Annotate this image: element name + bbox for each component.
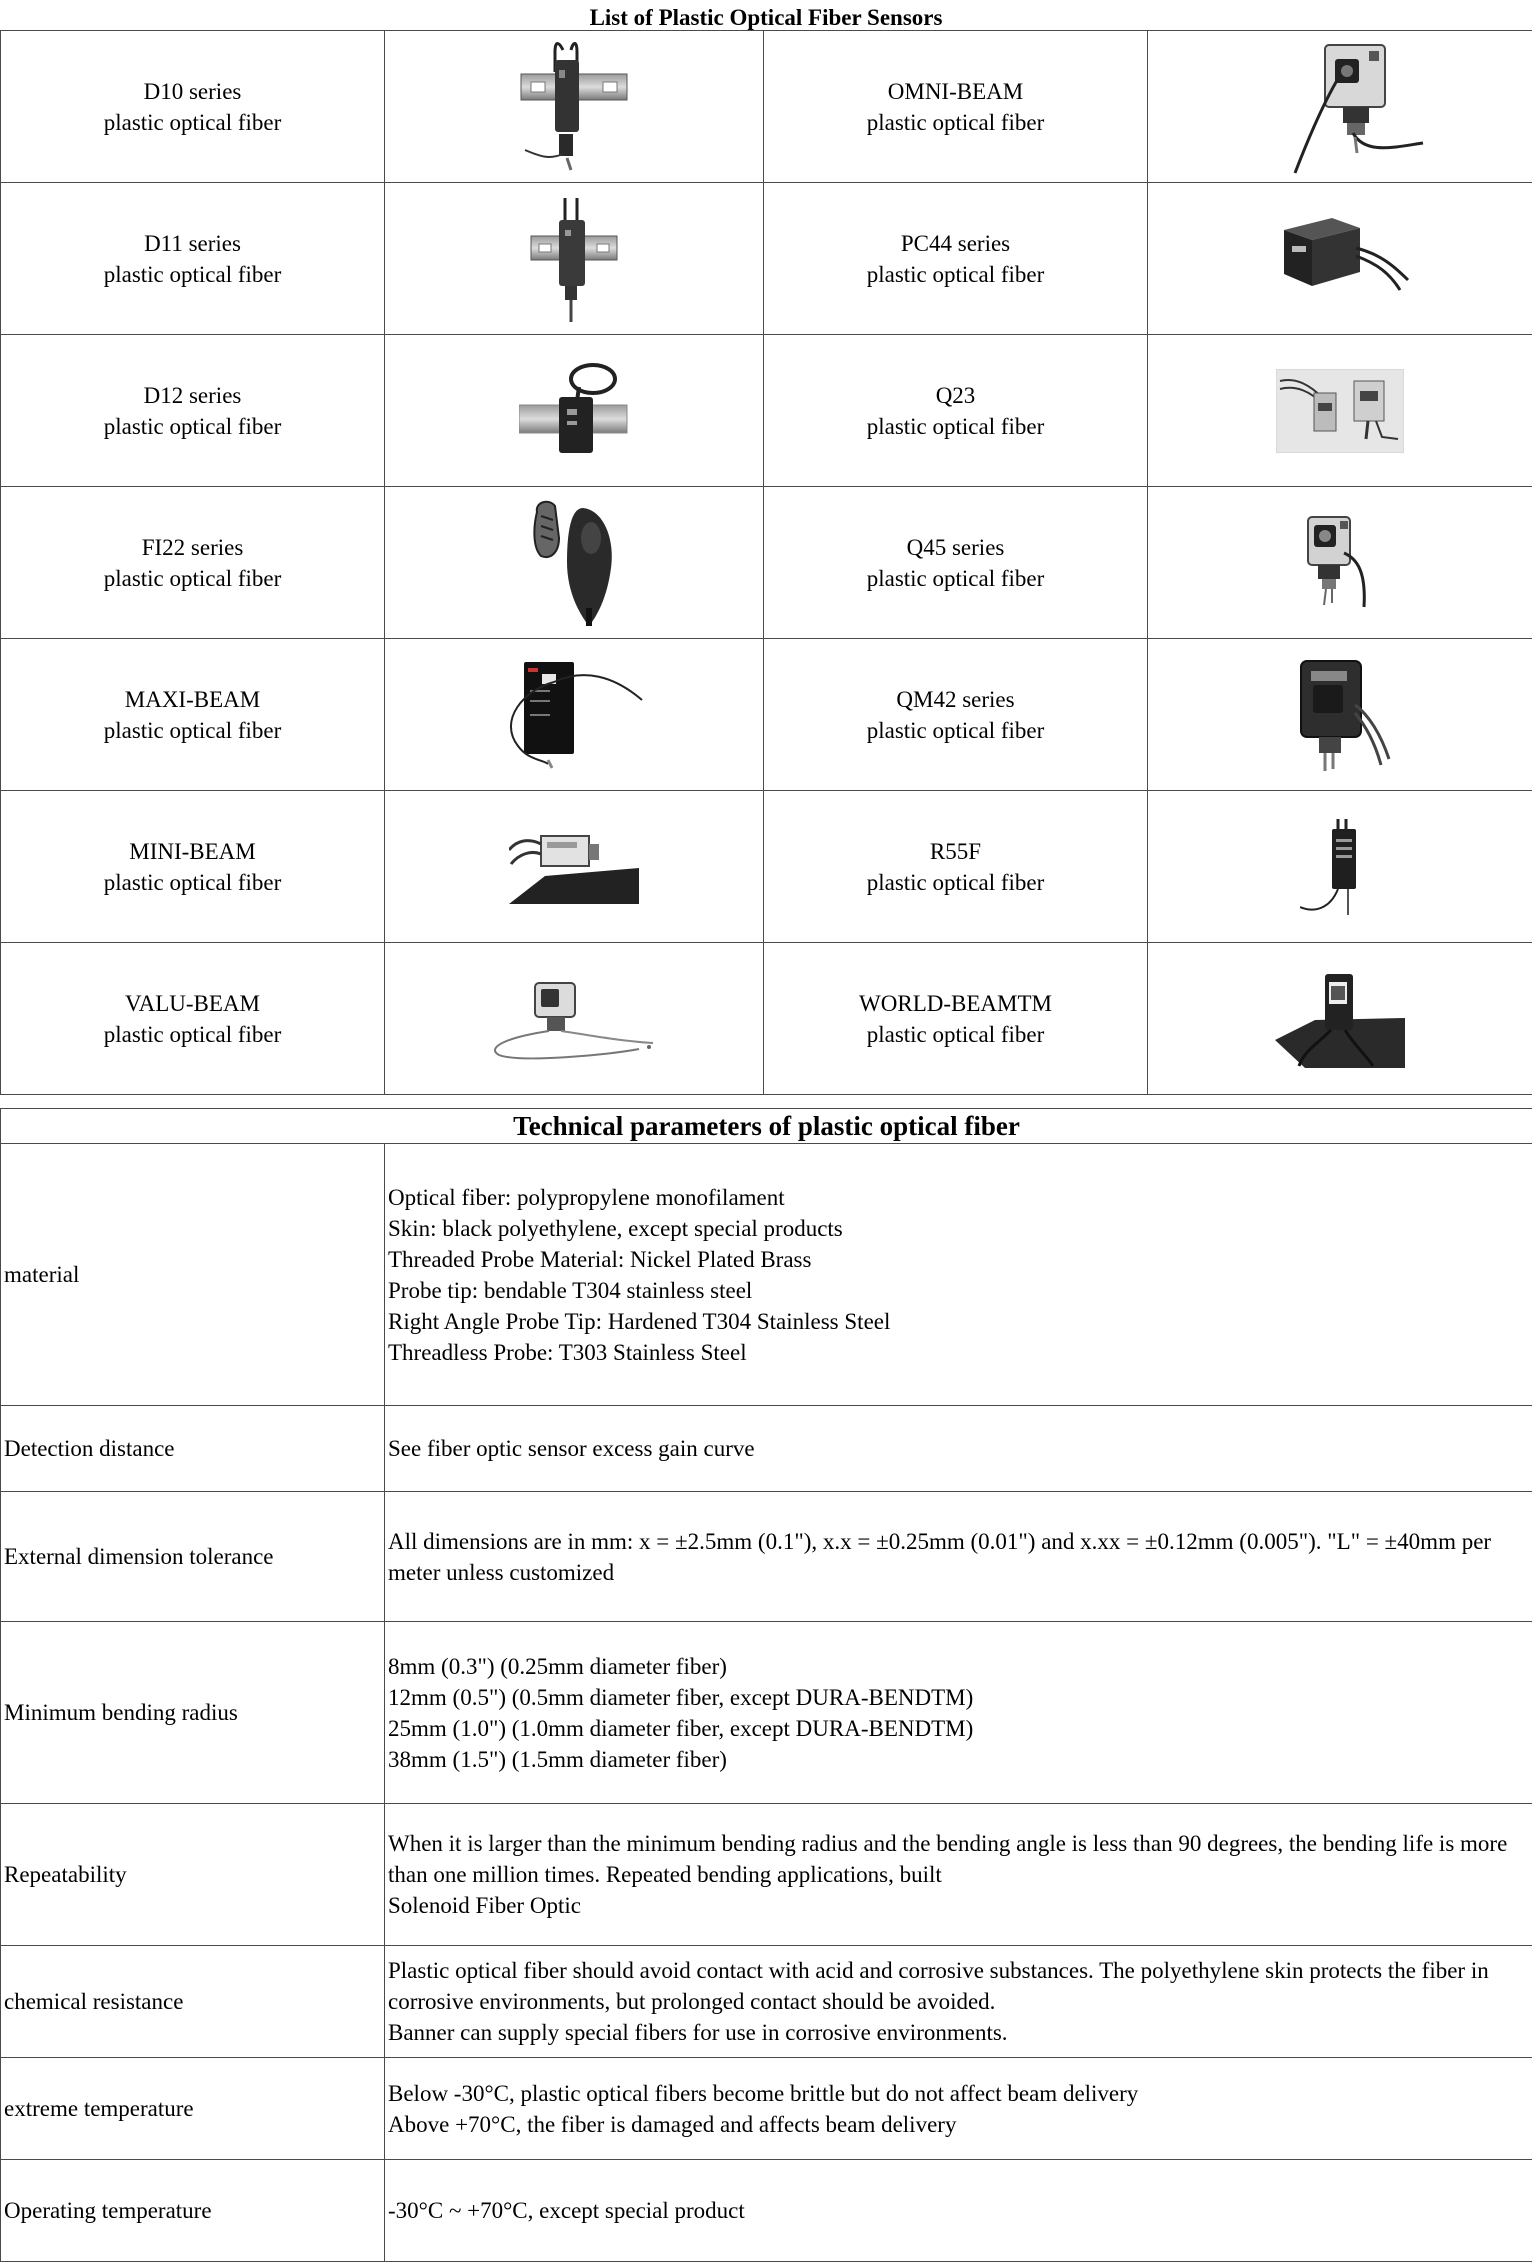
table-row <box>1 183 1532 335</box>
tech-row <box>1 1144 1532 1406</box>
product-name: D11 series <box>144 230 241 256</box>
product-subtitle: plastic optical fiber <box>866 869 1045 895</box>
tech-value-line: Optical fiber: polypropylene monofilament <box>388 1184 785 1210</box>
product-name-cell <box>764 31 1148 183</box>
product-name: VALU-BEAM <box>124 990 261 1016</box>
tech-value-line: Below -30°C, plastic optical fibers become brittle but do not affect beam delivery <box>388 2080 1139 2106</box>
tech-value-line: Probe tip: bendable T304 stainless steel <box>388 1277 753 1303</box>
table-row <box>1 943 1532 1095</box>
tech-value <box>385 1406 1532 1492</box>
tech-label: material <box>1 1144 385 1406</box>
product-subtitle: plastic optical fiber <box>103 413 282 439</box>
product-name-cell <box>1 335 385 487</box>
product-image-cell <box>1148 639 1532 791</box>
product-image-cell <box>385 791 764 943</box>
table-row <box>1 487 1532 639</box>
din-rail-looped-fiber-icon <box>519 361 629 461</box>
product-name: D12 series <box>143 382 242 408</box>
product-name-cell <box>764 639 1148 791</box>
tech-row <box>1 2058 1532 2160</box>
tech-value-line: Banner can supply special fibers for use in corrosive environments. <box>388 2020 1008 2045</box>
product-name-cell <box>764 943 1148 1095</box>
tech-value-line: Skin: black polyethylene, except special products <box>388 1215 843 1241</box>
product-subtitle: plastic optical fiber <box>866 413 1045 439</box>
product-image-cell <box>1148 31 1532 183</box>
product-subtitle: plastic optical fiber <box>866 109 1045 135</box>
tech-value <box>385 1946 1532 2058</box>
tech-value-line: Right Angle Probe Tip: Hardened T304 Stainless Steel <box>388 1308 891 1334</box>
product-name-cell <box>764 183 1148 335</box>
compact-sensor-icon <box>1285 655 1395 775</box>
product-image-cell <box>1148 335 1532 487</box>
product-image-cell <box>385 335 764 487</box>
din-rail-sensor-with-cable-icon <box>519 42 629 172</box>
tech-label: Repeatability <box>1 1804 385 1946</box>
tech-value-line: 12mm (0.5") (0.5mm diameter fiber, except DURA-BENDTM) <box>388 1684 974 1710</box>
tech-value-line: Plastic optical fiber should avoid contact with acid and corrosive substances. The polyethylene skin protects the fiber in corrosive environments, but prolonged contact should be avoided. <box>388 1958 1489 2014</box>
product-subtitle: plastic optical fiber <box>103 1021 282 1047</box>
tech-value-line: See fiber optic sensor excess gain curve <box>388 1436 755 1461</box>
product-name-cell <box>1 943 385 1095</box>
product-image-cell <box>385 183 764 335</box>
slim-sensor-icon <box>1300 817 1380 917</box>
twin-sensor-photo-icon <box>1276 369 1404 453</box>
product-image-cell <box>385 31 764 183</box>
product-name-cell <box>764 791 1148 943</box>
product-subtitle: plastic optical fiber <box>866 565 1045 591</box>
tech-value-line: Threadless Probe: T303 Stainless Steel <box>388 1339 747 1365</box>
tech-value-line: 38mm (1.5") (1.5mm diameter fiber) <box>388 1746 727 1772</box>
tech-row <box>1 1804 1532 1946</box>
tech-value-line: Threaded Probe Material: Nickel Plated Brass <box>388 1246 812 1272</box>
table-row <box>1 335 1532 487</box>
product-name-cell <box>1 639 385 791</box>
tech-label: chemical resistance <box>1 1946 385 2058</box>
tech-table <box>0 1108 1532 2262</box>
product-name: Q23 <box>935 382 976 408</box>
table-row <box>1 791 1532 943</box>
tech-row <box>1 1492 1532 1622</box>
tech-value-line: 25mm (1.0") (1.0mm diameter fiber, except DURA-BENDTM) <box>388 1715 974 1741</box>
product-name: MINI-BEAM <box>129 838 256 864</box>
product-name: OMNI-BEAM <box>887 78 1024 104</box>
product-subtitle: plastic optical fiber <box>103 717 282 743</box>
panel-sensor-with-fiber-icon <box>504 660 644 770</box>
product-name-cell <box>764 335 1148 487</box>
world-beam-sensor-icon <box>1275 970 1405 1068</box>
tech-title: Technical parameters of plastic optical fiber <box>1 1109 1532 1144</box>
product-image-cell <box>1148 487 1532 639</box>
product-name: FI22 series <box>141 534 244 560</box>
tech-label: extreme temperature <box>1 2058 385 2160</box>
product-image-cell <box>1148 791 1532 943</box>
square-sensor-icon <box>1300 513 1380 613</box>
product-table <box>0 30 1532 1095</box>
tech-value <box>385 1804 1532 1946</box>
tech-value <box>385 1492 1532 1622</box>
product-subtitle: plastic optical fiber <box>103 109 282 135</box>
valu-beam-sensor-icon <box>489 977 659 1061</box>
tech-label: External dimension tolerance <box>1 1492 385 1622</box>
tech-label: Detection distance <box>1 1406 385 1492</box>
tech-label: Minimum bending radius <box>1 1622 385 1804</box>
tech-row <box>1 1622 1532 1804</box>
table-row <box>1 639 1532 791</box>
omni-beam-sensor-icon <box>1255 37 1425 177</box>
product-image-cell <box>1148 943 1532 1095</box>
product-name: PC44 series <box>900 230 1011 256</box>
page-title: List of Plastic Optical Fiber Sensors <box>589 5 943 30</box>
tech-row <box>1 2160 1532 2262</box>
tech-value <box>385 2058 1532 2160</box>
product-image-cell <box>385 943 764 1095</box>
tech-value-line: All dimensions are in mm: x = ±2.5mm (0.1"), x.x = ±0.25mm (0.01") and x.xx = ±0.12mm (0.005"). "L" = ±40mm per meter unless customized <box>388 1528 1492 1585</box>
product-name-cell <box>764 487 1148 639</box>
table-row <box>1 31 1532 183</box>
product-name-cell <box>1 791 385 943</box>
product-name: Q45 series <box>906 534 1005 560</box>
product-subtitle: plastic optical fiber <box>103 565 282 591</box>
product-image-cell <box>385 639 764 791</box>
product-subtitle: plastic optical fiber <box>103 869 282 895</box>
din-rail-sensor-icon <box>529 194 619 324</box>
tech-value-line: -30°C ~ +70°C, except special product <box>388 2198 745 2223</box>
product-name: D10 series <box>143 78 242 104</box>
tech-value-line: Solenoid Fiber Optic <box>388 1893 581 1918</box>
tech-value <box>385 1144 1532 1406</box>
product-image-cell <box>1148 183 1532 335</box>
handheld-sensor-icon <box>529 498 619 628</box>
product-name-cell <box>1 31 385 183</box>
product-name: QM42 series <box>896 686 1015 712</box>
tech-value <box>385 2160 1532 2262</box>
product-subtitle: plastic optical fiber <box>103 261 282 287</box>
product-name-cell <box>1 183 385 335</box>
tech-value-line: When it is larger than the minimum bending radius and the bending angle is less than 90 degrees, the bending life is more than one million times. Repeated bending applications, built <box>388 1831 1508 1887</box>
tech-value-line: 8mm (0.3") (0.25mm diameter fiber) <box>388 1653 727 1679</box>
product-name-cell <box>1 487 385 639</box>
tech-row <box>1 1946 1532 2058</box>
product-subtitle: plastic optical fiber <box>866 261 1045 287</box>
block-sensor-with-fibers-icon <box>1270 214 1410 304</box>
product-subtitle: plastic optical fiber <box>866 1021 1045 1047</box>
tech-row <box>1 1406 1532 1492</box>
tech-value-line: Above +70°C, the fiber is damaged and affects beam delivery <box>388 2111 957 2137</box>
tech-label: Operating temperature <box>1 2160 385 2262</box>
product-image-cell <box>385 487 764 639</box>
mini-beam-sensor-icon <box>509 830 639 904</box>
product-name: R55F <box>929 838 982 864</box>
product-subtitle: plastic optical fiber <box>866 717 1045 743</box>
tech-value <box>385 1622 1532 1804</box>
product-name: WORLD-BEAMTM <box>859 990 1052 1016</box>
product-name: MAXI-BEAM <box>124 686 261 712</box>
